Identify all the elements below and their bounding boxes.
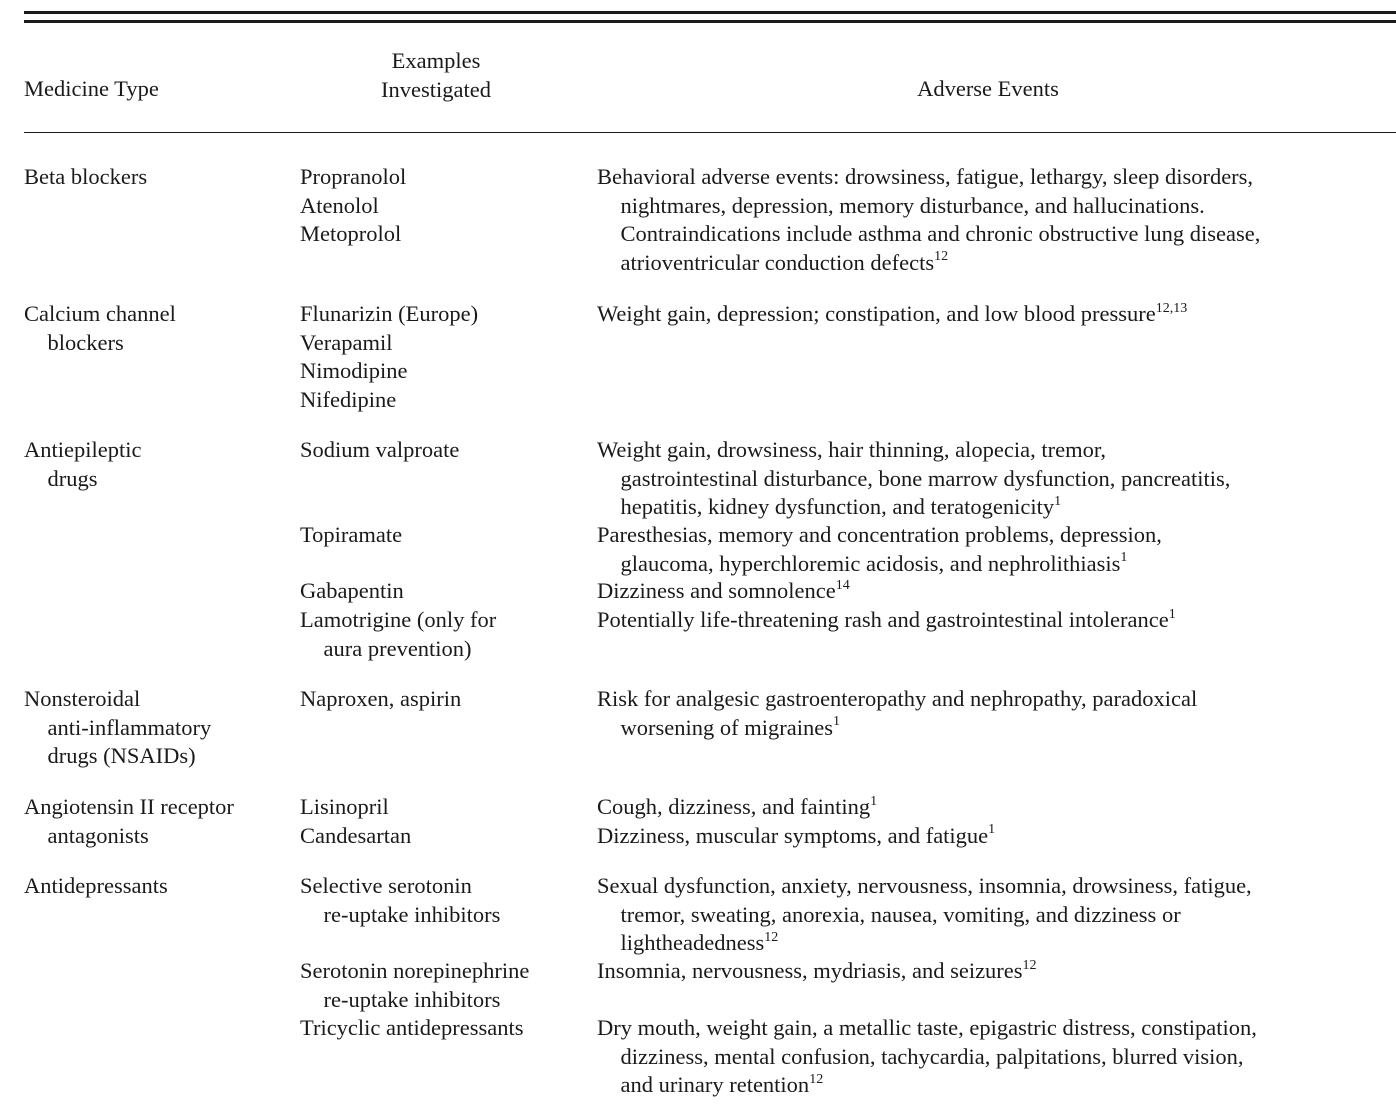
- row-beta-blockers-examples: [300, 163, 406, 249]
- reference-superscript: 1: [988, 822, 996, 837]
- header-medicine-type: Medicine Type: [24, 76, 159, 101]
- example-item: Candesartan: [300, 822, 412, 848]
- event-line: Paresthesias, memory and concentration problems, depression,: [597, 522, 1162, 547]
- event-line-last: [597, 493, 1230, 522]
- event-line-last: [597, 957, 1037, 986]
- event-line-last: [597, 822, 995, 851]
- event-text: Dizziness and somnolence: [597, 578, 836, 603]
- event-line-last: [597, 249, 1260, 278]
- type-line: Calcium channel: [24, 301, 176, 326]
- table-top-rule-1: [24, 11, 1396, 14]
- event-line-last: [597, 606, 1176, 635]
- reference-superscript: 1: [1120, 550, 1128, 565]
- type-line: drugs (NSAIDs): [47, 743, 196, 768]
- type-line: anti-inflammatory: [47, 714, 212, 740]
- header-examples-line2: Investigated: [381, 76, 491, 102]
- reference-superscript: 1: [870, 793, 878, 809]
- header-examples-investigated: [300, 47, 572, 104]
- event-text: Dizziness, muscular symptoms, and fatigue: [597, 822, 989, 848]
- row-beta-blockers-events: [597, 163, 1260, 277]
- example-item: Tricyclic antidepressants: [300, 1015, 524, 1040]
- reference-superscript: 1: [1168, 606, 1176, 622]
- event-line: dizziness, mental confusion, tachycardia, palpitations, blurred vision,: [620, 1043, 1244, 1069]
- reference-superscript: 12: [809, 1071, 824, 1087]
- example-item: re-uptake inhibitors: [323, 901, 501, 927]
- example-item: Lamotrigine (only for: [300, 607, 497, 632]
- event-line-last: [597, 793, 995, 822]
- example-item: Nifedipine: [300, 386, 397, 412]
- row-antidepressants-events-tca: [597, 1014, 1257, 1100]
- row-antiepileptic-example-valproate: [300, 436, 459, 465]
- example-item: Nimodipine: [300, 358, 408, 383]
- row-antiepileptic-events-topiramate: [597, 521, 1162, 578]
- event-line-last: [597, 714, 1197, 743]
- event-line: Dry mouth, weight gain, a metallic taste, epigastric distress, constipation,: [597, 1015, 1257, 1040]
- type-line: Nonsteroidal: [24, 686, 141, 711]
- event-text: Cough, dizziness, and fainting: [597, 794, 871, 819]
- example-item: Lisinopril: [300, 794, 389, 819]
- event-line: gastrointestinal disturbance, bone marrow dysfunction, pancreatitis,: [620, 465, 1231, 491]
- row-antiepileptic-type: [24, 436, 141, 493]
- event-text: glaucoma, hyperchloremic acidosis, and nephrolithiasis: [620, 550, 1121, 576]
- reference-superscript: 12,13: [1155, 300, 1188, 316]
- type-line: Angiotensin II receptor: [24, 794, 234, 819]
- row-nsaids-events: [597, 685, 1197, 742]
- row-antiepileptic-example-topiramate: [300, 521, 402, 550]
- row-angiotensin-events: [597, 793, 995, 850]
- row-angiotensin-examples: [300, 793, 411, 850]
- type-line: blockers: [47, 329, 124, 355]
- row-antidepressants-events-ssri: [597, 872, 1252, 958]
- type-line: Antiepileptic: [24, 437, 142, 462]
- type-line: antagonists: [47, 822, 149, 848]
- reference-superscript: 12: [1022, 957, 1037, 973]
- event-line: Contraindications include asthma and chronic obstructive lung disease,: [620, 221, 1261, 246]
- type-line: drugs: [47, 465, 98, 491]
- type-line: Beta blockers: [24, 164, 148, 189]
- row-antiepileptic-example-lamotrigine: [300, 606, 496, 663]
- row-antidepressants-example-snri: [300, 957, 529, 1014]
- event-line: Weight gain, drowsiness, hair thinning, alopecia, tremor,: [597, 437, 1107, 462]
- event-text: Weight gain, depression; constipation, and low blood pressure: [597, 301, 1156, 326]
- event-line: Risk for analgesic gastroenteropathy and nephropathy, paradoxical: [597, 686, 1198, 711]
- row-antiepileptic-events-lamotrigine: [597, 606, 1176, 635]
- event-line: tremor, sweating, anorexia, nausea, vomiting, and dizziness or: [620, 901, 1181, 927]
- reference-superscript: 1: [832, 714, 840, 729]
- row-antidepressants-type: [24, 872, 168, 901]
- example-item: Naproxen, aspirin: [300, 686, 462, 711]
- header-examples-line1: Examples: [391, 48, 481, 73]
- row-angiotensin-type: [24, 793, 234, 850]
- type-line: Antidepressants: [24, 873, 168, 898]
- example-item: aura prevention): [323, 635, 472, 661]
- event-text: Insomnia, nervousness, mydriasis, and seizures: [597, 958, 1023, 983]
- example-item: Topiramate: [300, 522, 403, 547]
- row-calcium-channel-type: [24, 300, 176, 357]
- row-beta-blockers-type: [24, 163, 147, 192]
- row-antiepileptic-example-gabapentin: [300, 577, 404, 606]
- example-item: Propranolol: [300, 164, 407, 189]
- row-antiepileptic-events-gabapentin: [597, 577, 850, 606]
- event-line: Sexual dysfunction, anxiety, nervousness, insomnia, drowsiness, fatigue,: [597, 873, 1252, 898]
- reference-superscript: 12: [934, 249, 949, 264]
- event-text: lightheadedness: [620, 930, 765, 955]
- header-bottom-rule: [24, 132, 1396, 133]
- event-text: hepatitis, kidney dysfunction, and teratogenicity: [620, 494, 1055, 519]
- row-antidepressants-events-snri: [597, 957, 1037, 986]
- row-nsaids-type: [24, 685, 211, 771]
- event-line-last: [597, 577, 850, 606]
- example-item: Serotonin norepinephrine: [300, 958, 530, 983]
- reference-superscript: 14: [835, 577, 850, 593]
- example-item: re-uptake inhibitors: [323, 986, 501, 1012]
- row-antidepressants-example-tca: [300, 1014, 524, 1043]
- row-calcium-channel-examples: [300, 300, 478, 414]
- event-text: and urinary retention: [620, 1072, 810, 1097]
- reference-superscript: 1: [1054, 493, 1062, 509]
- event-line-last: [597, 550, 1162, 579]
- example-item: Verapamil: [300, 329, 393, 355]
- row-antiepileptic-events-valproate: [597, 436, 1230, 522]
- example-item: Sodium valproate: [300, 437, 460, 462]
- example-item: Flunarizin (Europe): [300, 301, 479, 326]
- event-line-last: [597, 1071, 1257, 1100]
- event-text: Potentially life-threatening rash and gastrointestinal intolerance: [597, 607, 1169, 632]
- event-line-last: [597, 929, 1252, 958]
- header-adverse-events: Adverse Events: [917, 76, 1059, 101]
- event-text: worsening of migraines: [620, 714, 833, 740]
- row-calcium-channel-events: [597, 300, 1187, 329]
- event-line: nightmares, depression, memory disturbance, and hallucinations.: [620, 192, 1205, 218]
- reference-superscript: 12: [764, 929, 779, 945]
- example-item: Atenolol: [300, 192, 379, 218]
- event-line-last: [597, 300, 1187, 329]
- event-text: atrioventricular conduction defects: [620, 249, 935, 275]
- table-top-rule-2: [24, 20, 1396, 23]
- example-item: Gabapentin: [300, 578, 404, 603]
- event-line: Behavioral adverse events: drowsiness, fatigue, lethargy, sleep disorders,: [597, 164, 1254, 189]
- row-nsaids-examples: [300, 685, 461, 714]
- row-antidepressants-example-ssri: [300, 872, 500, 929]
- example-item: Selective serotonin: [300, 873, 472, 898]
- example-item: Metoprolol: [300, 221, 402, 246]
